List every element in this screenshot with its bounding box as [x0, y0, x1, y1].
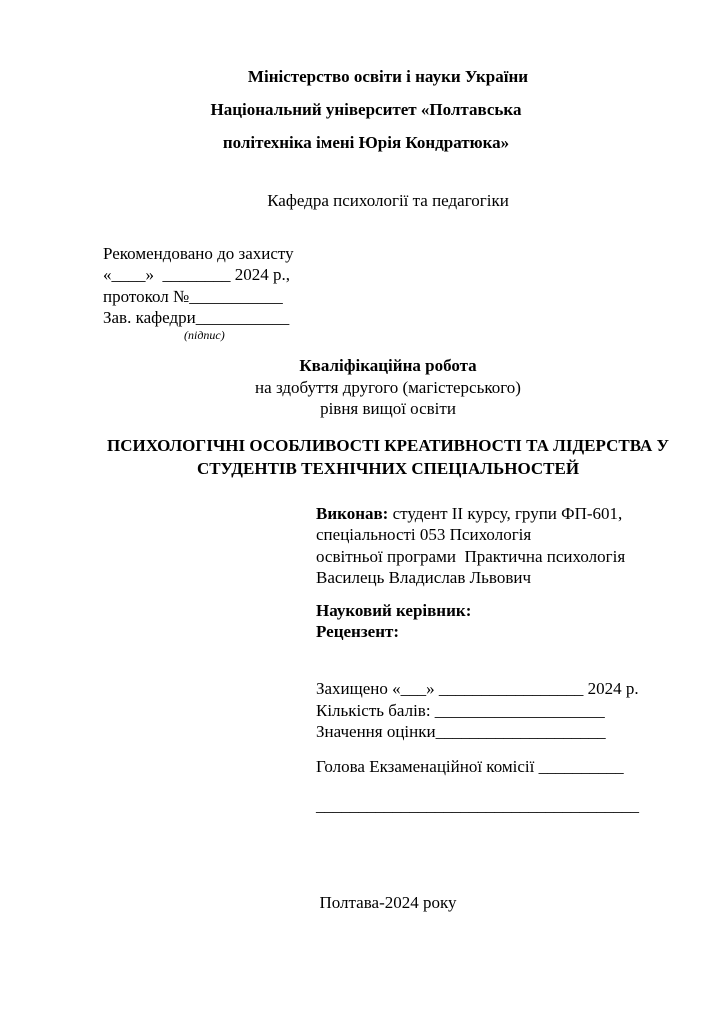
author-label: Виконав: — [316, 504, 389, 523]
defense-block — [316, 678, 716, 743]
specialty-line: спеціальності 053 Психологія — [316, 525, 532, 545]
signature-caption: (підпис) — [184, 328, 225, 342]
grade-blank-line: Значення оцінки____________________ — [316, 722, 606, 742]
degree-level-line-2: рівня вищої освіти — [320, 399, 456, 418]
supervisor-block — [316, 600, 696, 643]
defended-date-blank-line: Захищено «___» _________________ 2024 р. — [316, 679, 639, 698]
thesis-title-line-1: ПСИХОЛОГІЧНІ ОСОБЛИВОСТІ КРЕАТИВНОСТІ ТА ЛІДЕРСТВА У — [107, 436, 669, 455]
thesis-title-line-2: СТУДЕНТІВ ТЕХНІЧНИХ СПЕЦІАЛЬНОСТЕЙ — [196, 459, 580, 478]
qualification-work-block — [86, 355, 690, 420]
work-type-heading: Кваліфікаційна робота — [299, 356, 477, 375]
ministry-block — [86, 60, 690, 159]
department-head-blank-line: Зав. кафедри___________ — [103, 308, 290, 328]
chair-signature-blank-line: ______________________________________ — [316, 796, 639, 815]
university-name-line-1: Національний університет «Полтавська — [210, 100, 522, 119]
ministry-name: Міністерство освіти і науки України — [247, 67, 529, 86]
degree-level-line-1: на здобуття другого (магістерського) — [255, 377, 521, 397]
protocol-blank-line: протокол №___________ — [103, 286, 283, 306]
date-blank-line: «____» ________ 2024 р., — [103, 265, 290, 285]
city-year-footer: Полтава-2024 року — [319, 893, 457, 912]
thesis-title — [86, 434, 690, 480]
exam-commission-chair-line: Голова Екзаменаційної комісії __________ — [316, 757, 624, 776]
department-name: Кафедра психології та педагогіки — [267, 191, 509, 210]
supervisor-label: Науковий керівник: — [316, 601, 472, 620]
recommendation-line: Рекомендовано до захисту — [103, 244, 294, 263]
score-blank-line: Кількість балів: ____________________ — [316, 700, 605, 720]
reviewer-label: Рецензент: — [316, 622, 400, 642]
university-name-line-2: політехніка імені Юрія Кондратюка» — [222, 133, 510, 152]
author-course-group: студент ІІ курсу, групи ФП-601, — [388, 504, 623, 523]
program-line: освітньої програми Практична психологія — [316, 546, 626, 566]
author-block — [316, 503, 696, 589]
author-full-name: Василець Владислав Львович — [316, 568, 531, 588]
recommendation-block — [103, 243, 294, 329]
author-line-1 — [316, 503, 696, 524]
